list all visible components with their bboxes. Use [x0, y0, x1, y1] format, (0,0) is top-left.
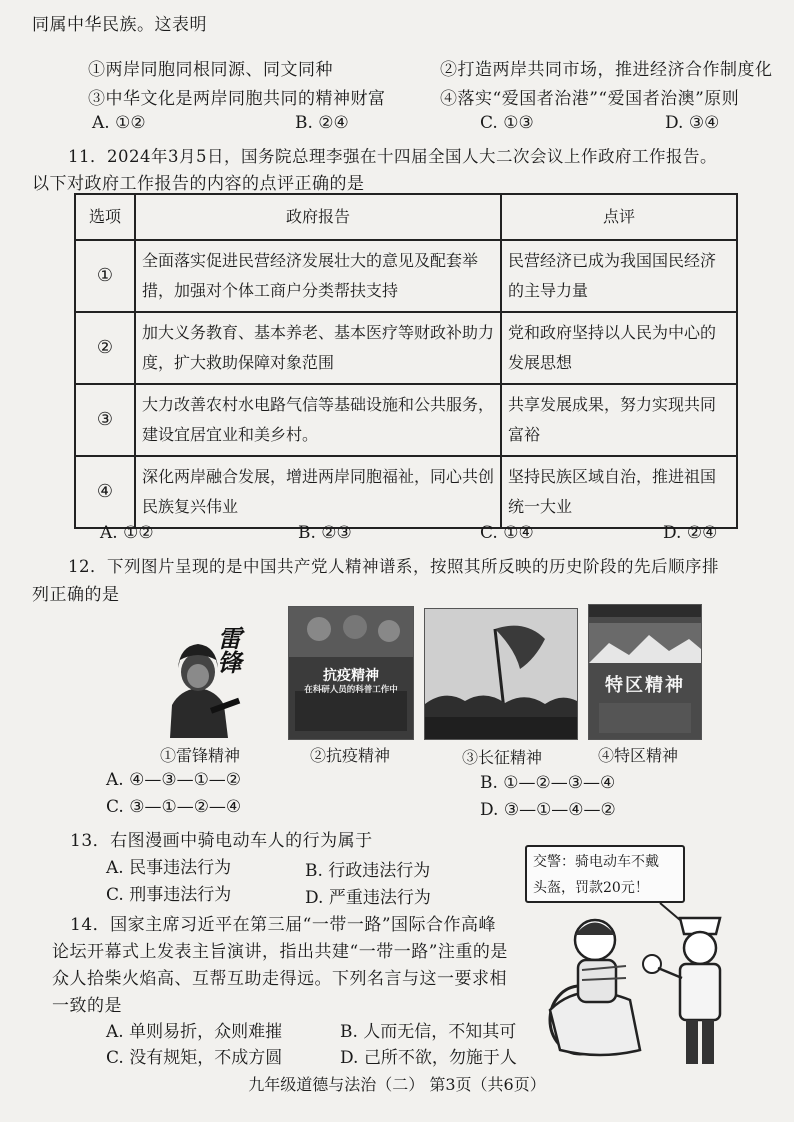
row-comment: 民营经济已成为我国国民经济的主导力量: [501, 240, 737, 312]
row-number: ③: [75, 384, 135, 456]
leifeng-picture: [150, 620, 254, 738]
q10-option-b: B. ②④: [295, 113, 349, 133]
q12-stem-line1: 12．下列图片呈现的是中国共产党人精神谱系，按照其所反映的历史阶段的先后顺序排: [68, 557, 719, 576]
row-comment: 共享发展成果，努力实现共同富裕: [501, 384, 737, 456]
q10-choice-1: ①两岸同胞同根同源、同文同种: [88, 60, 333, 80]
q11-stem-line2: 以下对政府工作报告的内容的点评正确的是: [32, 174, 365, 194]
q12-option-d: D. ③—①—④—②: [480, 800, 616, 820]
table-header-comment: 点评: [501, 194, 737, 240]
kangyi-picture: [288, 606, 414, 740]
q13-option-b: B. 行政违法行为: [305, 861, 431, 881]
row-report: 加大义务教育、基本养老、基本医疗等财政补助力度，扩大救助保障对象范围: [135, 312, 501, 384]
cartoon-illustration: [540, 900, 740, 1070]
q10-option-a: A. ①②: [92, 113, 146, 133]
q13-option-d: D. 严重违法行为: [305, 888, 431, 908]
q14-line2: 论坛开幕式上发表主旨演讲，指出共建“一带一路”注重的是: [52, 942, 508, 962]
q10-choice-2: ②打造两岸共同市场，推进经济合作制度化: [440, 60, 773, 80]
changzheng-picture: [424, 608, 578, 740]
table-header-option: 选项: [75, 194, 135, 240]
speech-line-1: 交警：骑电动车不戴: [533, 854, 659, 870]
table-header-report: 政府报告: [135, 194, 501, 240]
q13-option-c: C. 刑事违法行为: [106, 885, 232, 905]
row-report: 大力改善农村水电路气信等基础设施和公共服务，建设宜居宜业和美乡村。: [135, 384, 501, 456]
table-row: [75, 456, 737, 528]
row-number: ④: [75, 456, 135, 528]
cartoon-speech-bubble: [525, 845, 685, 903]
tequ-title: 特区精神: [605, 675, 685, 696]
q11-option-b: B. ②③: [298, 523, 352, 543]
row-comment: 党和政府坚持以人民为中心的发展思想: [501, 312, 737, 384]
q10-option-c: C. ①③: [480, 113, 534, 133]
q12-option-a: A. ④—③—①—②: [106, 770, 242, 790]
q10-choice-3: ③中华文化是两岸同胞共同的精神财富: [88, 89, 386, 109]
caption-leifeng: ①雷锋精神: [160, 746, 241, 765]
q14-option-d: D. 己所不欲，勿施于人: [340, 1048, 517, 1068]
q10-choice-4: ④落实“爱国者治港”“爱国者治澳”原则: [440, 89, 740, 109]
caption-tequ: ④特区精神: [598, 746, 679, 765]
q11-stem-line1: 11．2024年3月5日，国务院总理李强在十四届全国人大二次会议上作政府工作报告。: [68, 147, 717, 166]
q14-option-a: A. 单则易折，众则难摧: [106, 1022, 283, 1042]
q14-line1: 14．国家主席习近平在第三届“一带一路”国际合作高峰: [70, 915, 497, 935]
caption-changzheng: ③长征精神: [462, 748, 543, 767]
q14-line4: 一致的是: [52, 996, 122, 1016]
row-comment: 坚持民族区域自治，推进祖国统一大业: [501, 456, 737, 528]
q11-option-d: D. ②④: [663, 523, 718, 543]
q10-stem-tail: 同属中华民族。这表明: [32, 15, 207, 35]
kangyi-title: 抗疫精神: [323, 668, 379, 684]
kangyi-subtitle: 在科研人员的科普工作中: [304, 685, 398, 695]
q14-line3: 众人拾柴火焰高、互帮互助走得远。下列名言与这一要求相: [52, 969, 507, 989]
q12-option-c: C. ③—①—②—④: [106, 797, 242, 817]
q12-option-b: B. ①—②—③—④: [480, 773, 616, 793]
q13-option-a: A. 民事违法行为: [106, 858, 232, 878]
row-number: ②: [75, 312, 135, 384]
row-number: ①: [75, 240, 135, 312]
q11-option-a: A. ①②: [100, 523, 154, 543]
page-footer: 九年级道德与法治（二） 第3页（共6页）: [248, 1075, 546, 1094]
caption-kangyi: ②抗疫精神: [310, 746, 391, 765]
table-header-row: [75, 194, 737, 240]
q14-option-b: B. 人而无信，不知其可: [340, 1022, 517, 1042]
table-row: [75, 384, 737, 456]
table-row: [75, 240, 737, 312]
q13-stem: 13．右图漫画中骑电动车人的行为属于: [70, 831, 373, 851]
q10-option-d: D. ③④: [665, 113, 720, 133]
q11-option-c: C. ①④: [480, 523, 534, 543]
row-report: 全面落实促进民营经济发展壮大的意见及配套举措，加强对个体工商户分类帮扶支持: [135, 240, 501, 312]
leifeng-calligraphy: 雷锋: [213, 626, 242, 674]
tequ-picture: [588, 604, 702, 740]
table-row: [75, 312, 737, 384]
q12-stem-line2: 列正确的是: [32, 585, 120, 605]
row-report: 深化两岸融合发展，增进两岸同胞福祉，同心共创民族复兴伟业: [135, 456, 501, 528]
speech-line-2: 头盔，罚款20元！: [533, 880, 649, 896]
q14-option-c: C. 没有规矩，不成方圆: [106, 1048, 283, 1068]
q11-report-table: [74, 193, 738, 529]
